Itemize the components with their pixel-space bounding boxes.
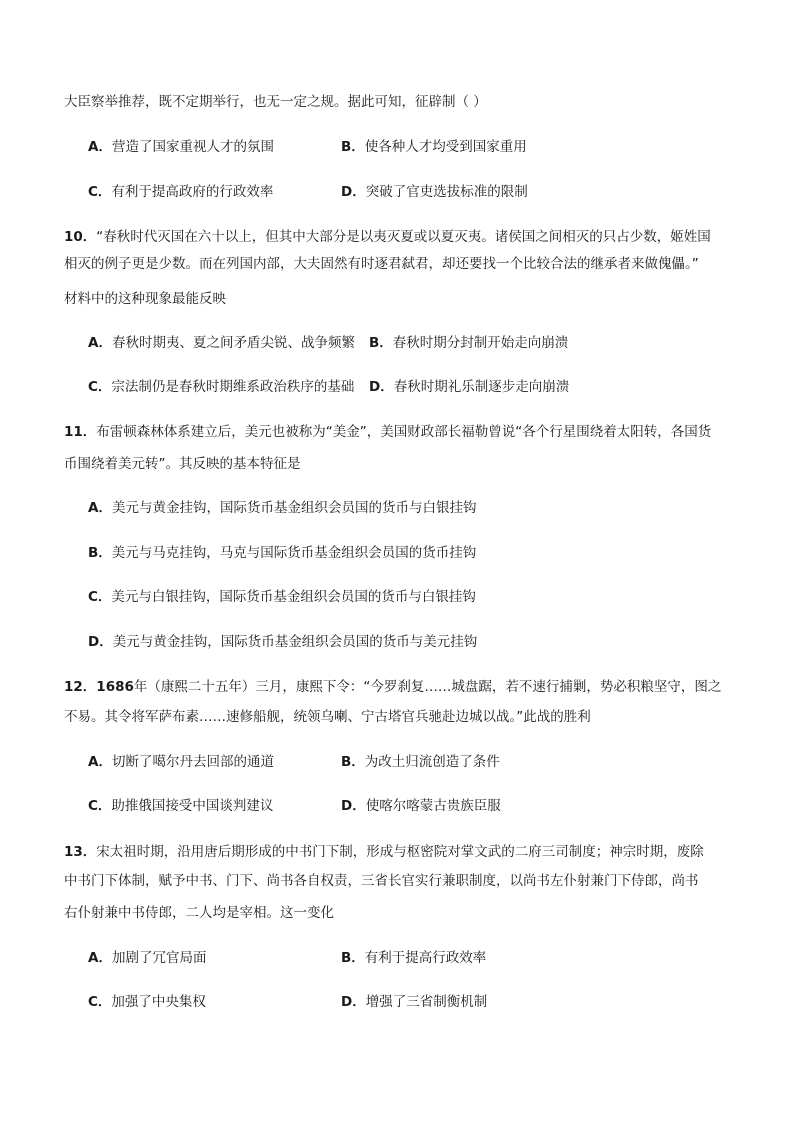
q9-option-c[interactable] [88, 183, 273, 201]
q9-option-a[interactable] [88, 138, 274, 156]
q12-option-a[interactable] [88, 753, 274, 771]
option-text: 美元与马克挂钩，马克与国际货币基金组织会员国的货币挂钩 [111, 545, 477, 561]
option-text: 春秋时期夷、夏之间矛盾尖锐、战争频繁 [111, 335, 355, 351]
q10-stem-line-2: 相灭的例子更是少数。而在列国内部，大夫固然有时逐君弑君，却还要找一个比较合法的继承者来做傀儡。” [64, 256, 699, 272]
option-letter: C． [88, 379, 112, 395]
q9-stem-tail: 大臣察举推荐，既不定期举行，也无一定之规。据此可知，征辟制（ ） [64, 94, 487, 110]
option-text: 美元与黄金挂钩，国际货币基金组织会员国的货币与白银挂钩 [111, 500, 477, 516]
option-letter: C． [88, 589, 112, 605]
option-text: 营造了国家重视人才的氛围 [111, 139, 274, 155]
q13-stem-line-3: 右仆射兼中书侍郎，二人均是宰相。这一变化 [64, 905, 334, 921]
q11-option-b[interactable] [88, 544, 476, 562]
q12-option-b[interactable] [341, 753, 500, 771]
option-text: 切断了噶尔丹去回部的通道 [111, 754, 274, 770]
question-text: “春秋时代灭国在六十以上，但其中大部分是以夷灭夏或以夏灭夷。诸侯国之间相灭的只占少数，姬姓国 [96, 229, 711, 245]
q10-option-a[interactable] [88, 334, 355, 352]
option-text: 加强了中央集权 [111, 994, 206, 1010]
option-letter: D． [88, 634, 113, 650]
option-letter: D． [341, 798, 366, 814]
option-text: 突破了官吏选拔标准的限制 [365, 184, 528, 200]
option-letter: A． [88, 139, 112, 155]
q12-option-c[interactable] [88, 797, 273, 815]
q13-option-a[interactable] [88, 949, 206, 967]
option-letter: C． [88, 994, 112, 1010]
q11-stem-line-2: 币围绕着美元转”。其反映的基本特征是 [64, 456, 301, 472]
option-letter: D． [341, 994, 366, 1010]
q11-option-d[interactable] [88, 633, 477, 651]
option-letter: B． [341, 950, 365, 966]
question-number: 10． [64, 229, 97, 245]
option-text: 增强了三省制衡机制 [365, 994, 488, 1010]
question-text: 布雷顿森林体系建立后，美元也被称为“美金”，美国财政部长福勒曾说“各个行星围绕着太阳转，各国货 [96, 424, 712, 440]
option-letter: B． [341, 754, 365, 770]
q9-option-d[interactable] [341, 183, 528, 201]
q10-option-b[interactable] [369, 334, 568, 352]
option-letter: A． [88, 950, 112, 966]
option-letter: B． [369, 335, 393, 351]
q13-stem-line-1 [64, 843, 704, 861]
option-text: 宗法制仍是春秋时期维系政治秩序的基础 [111, 379, 355, 395]
q12-stem-line-1 [64, 678, 721, 696]
q11-option-c[interactable] [88, 588, 476, 606]
question-number: 11． [64, 424, 97, 440]
q10-stem-line-3: 材料中的这种现象最能反映 [64, 291, 226, 307]
q13-option-b[interactable] [341, 949, 486, 967]
q13-option-c[interactable] [88, 993, 206, 1011]
q10-option-d[interactable] [369, 378, 569, 396]
option-text: 助推俄国接受中国谈判建议 [111, 798, 274, 814]
q13-option-d[interactable] [341, 993, 487, 1011]
option-text: 有利于提高行政效率 [364, 950, 487, 966]
q9-option-b[interactable] [341, 138, 527, 156]
q13-stem-line-2: 中书门下体制，赋予中书、门下、尚书各自权责，三省长官实行兼职制度，以尚书左仆射兼门下侍郎，尚书 [64, 873, 699, 889]
q10-option-c[interactable] [88, 378, 354, 396]
question-number: 13． [64, 844, 97, 860]
q10-stem-line-1 [64, 228, 711, 246]
option-text: 加剧了冗官局面 [111, 950, 207, 966]
q12-stem-line-2: 不易。其令将军萨布素……速修船舰，统领乌喇、宁古塔官兵驰赴边城以战。”此战的胜利 [64, 709, 591, 725]
option-text: 美元与白银挂钩，国际货币基金组织会员国的货币与白银挂钩 [111, 589, 476, 605]
option-letter: A． [88, 500, 112, 516]
option-text: 春秋时期礼乐制逐步走向崩溃 [393, 379, 570, 395]
option-letter: A． [88, 754, 112, 770]
option-text: 有利于提高政府的行政效率 [111, 184, 274, 200]
q12-option-d[interactable] [341, 797, 501, 815]
question-number: 12． [64, 679, 97, 695]
q11-stem-line-1 [64, 423, 711, 441]
q11-option-a[interactable] [88, 499, 476, 517]
option-letter: B． [341, 139, 365, 155]
option-text: 春秋时期分封制开始走向崩溃 [392, 335, 569, 351]
option-letter: B． [88, 545, 112, 561]
option-letter: C． [88, 184, 112, 200]
option-text: 美元与黄金挂钩，国际货币基金组织会员国的货币与美元挂钩 [112, 634, 478, 650]
question-text: 年（康熙二十五年）三月，康熙下令：“今罗刹复……城盘踞，若不速行捕剿，势必积粮坚守，图之 [133, 679, 722, 695]
option-letter: C． [88, 798, 112, 814]
question-year: 1686 [96, 679, 134, 695]
option-letter: D． [369, 379, 394, 395]
option-text: 使各种人才均受到国家重用 [364, 139, 527, 155]
option-letter: D． [341, 184, 366, 200]
option-letter: A． [88, 335, 112, 351]
question-text: 宋太祖时期，沿用唐后期形成的中书门下制，形成与枢密院对掌文武的二府三司制度；神宗时期，废除 [96, 844, 704, 860]
option-text: 为改土归流创造了条件 [364, 754, 500, 770]
option-text: 使喀尔喀蒙古贵族臣服 [365, 798, 501, 814]
